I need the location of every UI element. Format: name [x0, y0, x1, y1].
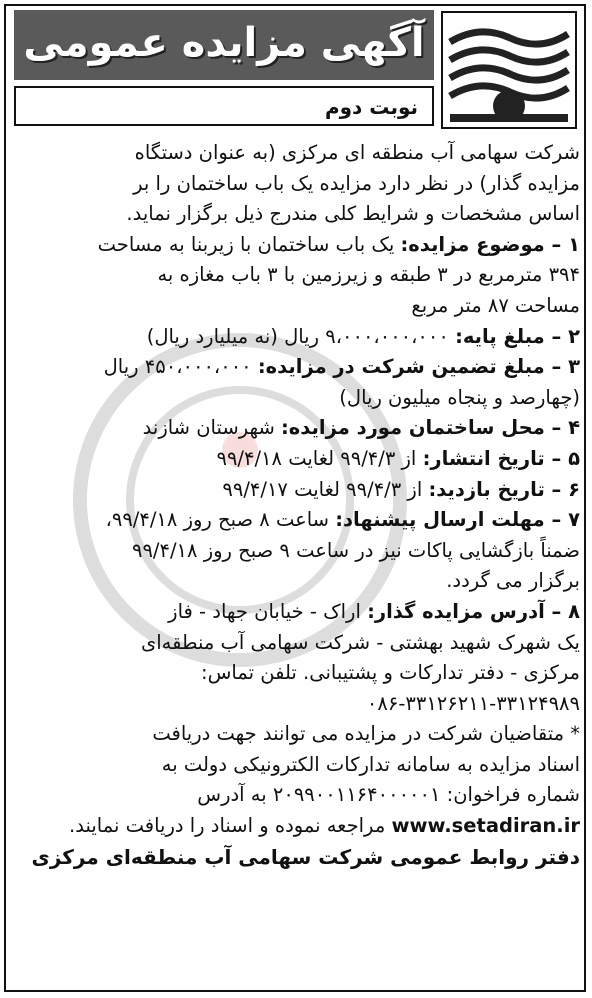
item-address-line: مرکزی - دفتر تدارکات و پشتیبانی. تلفن تماس: — [201, 661, 580, 685]
item-deadline — [14, 505, 580, 536]
item-label: ۳ – مبلغ تضمین شرکت در مزایده: — [257, 355, 580, 379]
notice-title: آگهی مزایده عمومی — [23, 20, 425, 66]
intro-line: اساس مشخصات و شرایط کلی مندرج ذیل برگزار نماید. — [126, 202, 580, 226]
item-base-price — [14, 322, 580, 353]
item-value: ۴۵۰،۰۰۰،۰۰۰ ریال — [103, 355, 252, 379]
item-address — [14, 597, 580, 628]
note-line: * متقاضیان شرکت در مزایده می توانند جهت دریافت — [152, 722, 580, 746]
note-line: اسناد مزایده به سامانه تدارکات الکترونیکی دولت به — [161, 752, 580, 776]
item-label: ۲ – مبلغ پایه: — [455, 324, 580, 348]
item-value: یک باب ساختمان با زیربنا به مساحت — [97, 232, 395, 256]
item-label: ۱ – موضوع مزایده: — [400, 232, 580, 256]
item-label: ۴ – محل ساختمان مورد مزایده: — [281, 416, 580, 440]
item-deadline-line: ضمناً بازگشایی پاکات نیز در ساعت ۹ صبح روز ۹۹/۴/۱۸ — [131, 538, 580, 562]
phone-number — [14, 689, 580, 720]
item-value: شهرستان شازند — [142, 416, 275, 440]
item-visit-date — [14, 475, 580, 506]
phone-value: ۰۸۶-۳۳۱۲۶۲۱۱-۳۳۱۲۴۹۸۹ — [366, 691, 580, 715]
item-value: از ۹۹/۴/۳ لغایت ۹۹/۴/۱۷ — [222, 477, 423, 501]
item-guarantee — [14, 352, 580, 383]
item-guarantee-line: (چهارصد و پنجاه میلیون ریال) — [339, 385, 580, 409]
item-label: ۵ – تاریخ انتشار: — [422, 446, 580, 470]
item-value: ساعت ۸ صبح روز ۹۹/۴/۱۸، — [105, 508, 330, 532]
note-line-rest: مراجعه نموده و اسناد را دریافت نمایند. — [69, 814, 386, 838]
setadiran-link[interactable]: www.setadiran.ir — [391, 814, 580, 838]
item-label: ۷ – مهلت ارسال پیشنهاد: — [335, 508, 580, 532]
note-url-line — [14, 811, 580, 842]
item-subject-line: مساحت ۸۷ متر مربع — [411, 293, 580, 317]
item-subject-line: ۳۹۴ مترمربع در ۳ طبقه و زیرزمین با ۳ باب مغازه به — [157, 263, 580, 287]
item-value: ۹،۰۰۰،۰۰۰،۰۰۰ ریال (نه میلیارد ریال) — [146, 324, 449, 348]
footer-signature: دفتر روابط عمومی شرکت سهامی آب منطقه‌ای مرکزی — [31, 844, 580, 869]
item-label: ۸ – آدرس مزایده گذار: — [367, 599, 580, 623]
item-label: ۶ – تاریخ بازدید: — [428, 477, 580, 501]
item-deadline-line: برگزار می گردد. — [446, 569, 580, 593]
notice-round: نوبت دوم — [324, 95, 418, 119]
round-box — [14, 86, 434, 126]
title-banner — [14, 10, 434, 80]
item-value: اراک - خیابان جهاد - فاز — [168, 599, 361, 623]
water-company-logo-icon — [440, 10, 578, 130]
item-subject — [14, 230, 580, 261]
note-line: شماره فراخوان: ۲۰۹۹۰۰۱۱۶۴۰۰۰۰۰۱ به آدرس — [197, 783, 580, 807]
item-location — [14, 413, 580, 444]
intro-line: شرکت سهامی آب منطقه ای مرکزی (به عنوان دستگاه — [134, 141, 580, 164]
notice-body — [14, 138, 580, 872]
item-publish-date — [14, 444, 580, 475]
intro-line: مزایده گذار) در نظر دارد مزایده یک باب ساختمان را بر — [133, 171, 580, 195]
item-value: از ۹۹/۴/۳ لغایت ۹۹/۴/۱۸ — [216, 446, 417, 470]
item-address-line: یک شهرک شهید بهشتی - شرکت سهامی آب منطقه‌ای — [140, 630, 580, 654]
